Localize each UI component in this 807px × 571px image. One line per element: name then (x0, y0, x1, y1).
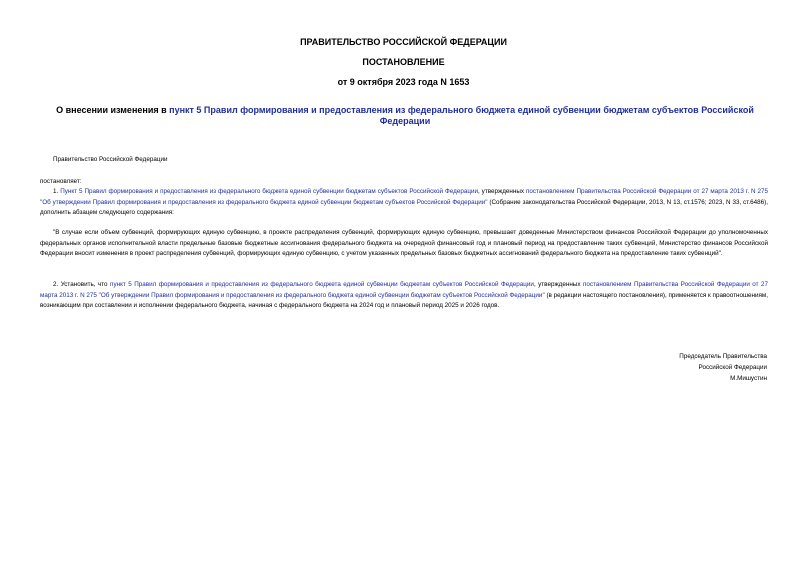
paragraph-item-1 (40, 187, 768, 219)
signature-organization: Российской Федерации (698, 364, 767, 371)
item1-text-1: , утвержденных (477, 188, 526, 195)
date-number-heading: от 9 октября 2023 года N 1653 (337, 77, 470, 87)
item2-link-rules[interactable]: пункт 5 Правил формирования и предоставления из федерального бюджета единой субвенции бюджетам субъектов Российской Федерации (110, 281, 534, 288)
title-link[interactable]: пункт 5 Правил формирования и предоставления из федерального бюджета единой субвенции бюджетам субъектов Российской Федерации (169, 105, 754, 126)
title-prefix: О внесении изменения в (56, 105, 170, 115)
item1-text-2: (Собрание законодательства Российской Федерации, 2013, N 13, ст.1576; 2023, N 33, ст.6486), дополнить абзацем следующего содержания: (40, 198, 768, 217)
signature-position: Председатель Правительства (679, 353, 767, 360)
government-heading: ПРАВИТЕЛЬСТВО РОССИЙСКОЙ ФЕДЕРАЦИИ (300, 37, 507, 47)
item1-link-rules[interactable]: Пункт 5 Правил формирования и предоставления из федерального бюджета единой субвенции бюджетам субъектов Российской Федерации (60, 188, 478, 195)
postanovlyaet-line: постановляет: (40, 178, 82, 185)
document-type-heading: ПОСТАНОВЛЕНИЕ (362, 57, 445, 67)
item2-text-1: 2. Установить, что (53, 281, 111, 288)
item1-link-decree[interactable]: постановлением Правительства Российской Федерации от 27 марта 2013 г. N 275 "Об утверждении Правил формирования и предоставления из федерального бюджета единой субвенции бюджетам субъектов Российской Федерации" (40, 188, 768, 206)
item2-text-2: , утвержденных (533, 281, 583, 288)
paragraph-item-2 (40, 280, 768, 312)
item2-link-decree[interactable]: постановлением Правительства Российской Федерации от 27 марта 2013 г. N 275 "Об утверждении Правил формирования и предоставления из федерального бюджета единой субвенции бюджетам субъектов Российской Федерации" (40, 281, 769, 299)
item1-number: 1. (53, 188, 61, 195)
paragraph-quote: "В случае если объем субвенций, формирующих единую субвенцию, в проекте распределения субвенций, формирующих единую субвенцию, превышает доведенные Министерством финансов Российской Федерации до уполномоченных федеральных органов исполнительной власти предельные базовые бюджетные ассигнования федерального бюджета на очередной финансовый год и плановый период на предоставление таких субвенций, Министерство финансов Российской Федерации вносит изменения в проект распределения субвенций, формирующих единую субвенцию, с учетом указанных предельных базовых бюджетных ассигнований федерального бюджета на предоставление таких субвенций". (40, 229, 768, 258)
government-line: Правительство Российской Федерации (53, 156, 168, 163)
document-title (50, 105, 760, 127)
signature-name: М.Мишустин (730, 375, 767, 382)
item2-text-3: (в редакции настоящего постановления), применяется к правоотношениям, возникающим при составлении и исполнении федерального бюджета, начиная с федерального бюджета на 2024 год и плановый период 2025 и 2026 годов. (40, 291, 768, 310)
